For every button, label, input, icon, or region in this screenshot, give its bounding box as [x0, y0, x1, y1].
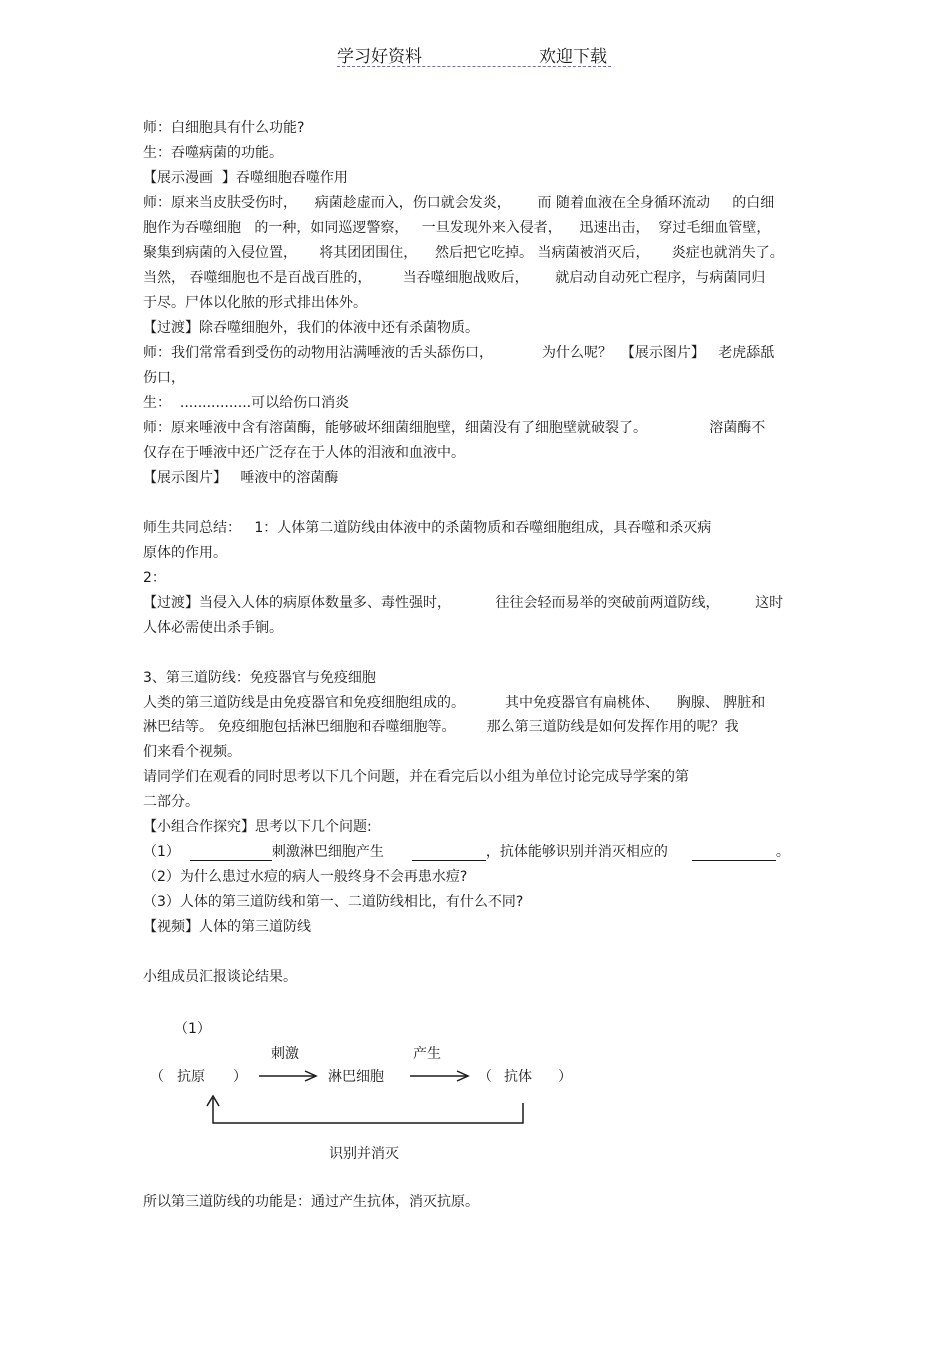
text-line: 请同学们在观看的同时思考以下几个问题，并在看完后以小组为单位讨论完成导学案的第	[143, 769, 689, 785]
close-paren: ）	[558, 1069, 572, 1085]
question-1-text-a: 刺激淋巴细胞产生	[271, 844, 384, 860]
question-1-text-b: ，抗体能够识别并消灭相应的	[485, 844, 668, 860]
text-line: 仅存在于唾液中还广泛存在于人体的泪液和血液中。	[143, 445, 465, 461]
lymphocyte-label: 淋巴细胞	[328, 1069, 384, 1085]
text-line: 师：白细胞具有什么功能?	[143, 120, 305, 136]
produce-label: 产生	[413, 1046, 441, 1062]
text-line: 师：我们常常看到受伤的动物用沾满唾液的舌头舔伤口， 为什么呢？ 【展示图片】 老虎舔舐	[143, 345, 775, 361]
close-paren: ）	[233, 1069, 247, 1085]
open-paren: （	[150, 1069, 164, 1085]
question-1-prefix: （1）	[143, 844, 180, 860]
stimulate-label: 刺激	[271, 1046, 299, 1062]
text-line: 师：原来唾液中含有溶菌酶，能够破坏细菌细胞壁，细菌没有了细胞壁就破裂了。 溶菌酶不	[143, 420, 766, 436]
text-line: （2）为什么患过水痘的病人一般终身不会再患水痘?	[143, 869, 468, 885]
text-line: 【过渡】除吞噬细胞外，我们的体液中还有杀菌物质。	[143, 320, 479, 336]
text-line: 聚集到病菌的入侵位置， 将其团团围住， 然后把它吃掉。 当病菌被消灭后， 炎症也就消失了。	[143, 245, 784, 261]
text-line: 【视频】人体的第三道防线	[143, 919, 311, 935]
text-line: 师生共同总结： 1：人体第二道防线由体液中的杀菌物质和吞噬细胞组成，具吞噬和杀灭病	[143, 520, 712, 536]
antibody-label: 抗体	[504, 1069, 532, 1085]
text-line: 伤口，	[143, 370, 185, 386]
text-line: 【展示漫画 】吞噬细胞吞噬作用	[143, 170, 348, 186]
text-line: 小组成员汇报谈论结果。	[143, 969, 297, 985]
text-line: 2：	[143, 570, 166, 586]
header-left-text: 学习好资料	[337, 47, 422, 67]
text-line: 二部分。	[143, 794, 199, 810]
question-1-end: 。	[775, 844, 790, 860]
text-line: 胞作为吞噬细胞 的一种，如同巡逻警察， 一旦发现外来入侵者， 迅速出击， 穿过毛细血管壁，	[143, 220, 771, 236]
text-line: 于尽。尸体以化脓的形式排出体外。	[143, 295, 367, 311]
antigen-label: 抗原	[177, 1069, 205, 1085]
header-right-text: 欢迎下载	[539, 47, 607, 67]
text-line: 淋巴结等。 免疫细胞包括淋巴细胞和吞噬细胞等。 那么第三道防线是如何发挥作用的呢？我	[143, 719, 739, 735]
text-line: 们来看个视频。	[143, 744, 241, 760]
text-line: 生： ................可以给伤口消炎	[143, 395, 350, 411]
text-line: 生：吞噬病菌的功能。	[143, 145, 283, 161]
text-line: 人类的第三道防线是由免疫器官和免疫细胞组成的。 其中免疫器官有扁桃体、 胸腺、 脾脏和	[143, 695, 766, 711]
text-line: 【过渡】当侵入人体的病原体数量多、毒性强时， 往往会轻而易举的突破前两道防线， 这时	[143, 595, 784, 611]
section-heading: 3、第三道防线：免疫器官与免疫细胞	[143, 670, 376, 686]
text-line: 【小组合作探究】思考以下几个问题:	[143, 819, 372, 835]
conclusion-line: 所以第三道防线的功能是：通过产生抗体，消灭抗原。	[143, 1194, 479, 1210]
text-line: 【展示图片】 唾液中的溶菌酶	[143, 470, 339, 486]
open-paren: （	[478, 1069, 492, 1085]
recognize-label: 识别并消灭	[329, 1146, 399, 1162]
text-line: 师：原来当皮肤受伤时， 病菌趁虚而入，伤口就会发炎， 而 随着血液在全身循环流动 的白细	[143, 195, 775, 211]
text-line: 人体必需使出杀手锏。	[143, 620, 283, 636]
text-line: 当然， 吞噬细胞也不是百战百胜的， 当吞噬细胞战败后， 就启动自动死亡程序，与病菌同归	[143, 270, 766, 286]
diagram-label: （1）	[174, 1021, 211, 1037]
text-line: （3）人体的第三道防线和第一、二道防线相比，有什么不同?	[143, 894, 524, 910]
feedback-line	[213, 1098, 523, 1123]
text-line: 原体的作用。	[143, 545, 227, 561]
